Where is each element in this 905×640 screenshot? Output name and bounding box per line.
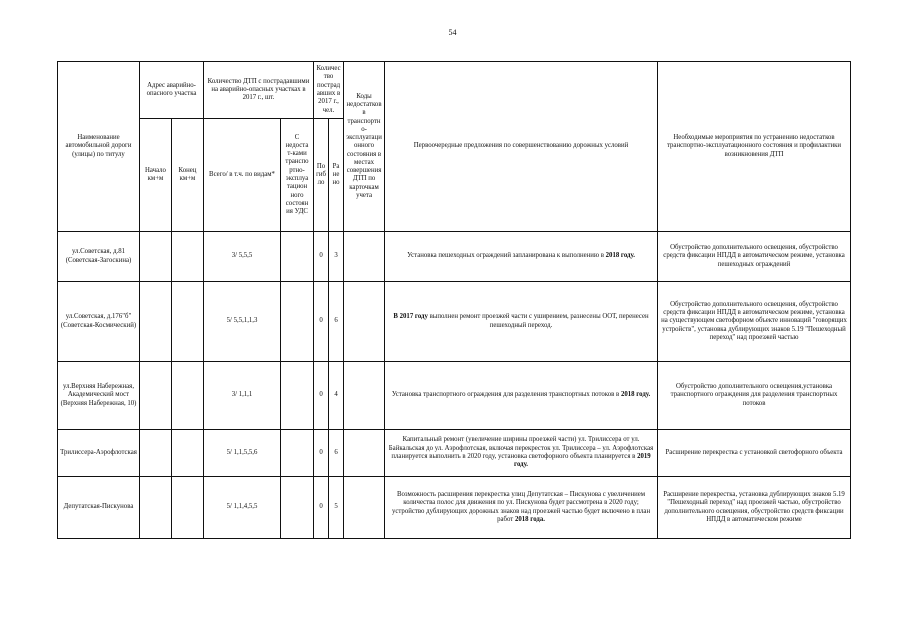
table-row [58,430,851,477]
measures: Расширение перекрестка с установкой светофорного объекта [658,430,851,477]
codes [344,282,385,362]
killed: 0 [314,362,329,430]
hdr-dtp: Количество ДТП с пострадавшими на аварийно-опасных участках в 2017 г., шт. [204,62,314,119]
page-number: 54 [448,28,457,37]
table-row [58,477,851,539]
table-row [58,232,851,282]
proposals [385,477,658,539]
dtp-total: 5/ 1,1,5,5,6 [204,430,281,477]
dtp-udc [281,430,314,477]
proposals-text: Установка транспортного ограждения для разделения транспортных потоков в [391,391,621,399]
dtp-total: 5/ 1,1,4,5,5 [204,477,281,539]
killed: 0 [314,430,329,477]
codes [344,232,385,282]
end-km [172,430,204,477]
road-name: ул.Советская, д.81 (Советская-Загоскина) [58,232,140,282]
hdr-address: Адрес аварийно-опасного участка [140,62,204,119]
measures: Обустройство дополнительного освещения, обустройство средств фиксации НПДД в автоматическом режиме, установка на существующем светофорном объекте инноваций "говорящих устройств", установка дублирующих знаков 5.19 "Пешеходный переход" над проезжей частью [658,282,851,362]
measures: Расширение перекрестка, установка дублирующих знаков 5.19 "Пешеходный переход" над проезжей частью, обустройство дополнительного освещения, обустройство средств фиксации НПДД в автоматическом режиме [658,477,851,539]
injured: 4 [329,362,344,430]
proposals-text: Возможность расширения перекрестка улиц Депутатская – Пискунова с увеличением количества полос для движения по ул. Пискунова будет рассмотрена в 2020 году; устройство дублирующих дорожных знаков над проезжей частью будет включено в план работ [391,490,651,523]
killed: 0 [314,232,329,282]
hdr-dtp-udc: С недоста т-ками транспо ртно-эксплуа тацион ного состоян ия УДС [281,119,314,232]
injured: 6 [329,282,344,362]
dtp-udc [281,477,314,539]
proposals-year: В 2017 году [393,313,428,321]
proposals [385,282,658,362]
proposals [385,362,658,430]
dtp-udc [281,282,314,362]
proposals-year: 2018 году. [605,252,635,260]
killed: 0 [314,477,329,539]
dtp-total: 5/ 5,5,1,1,3 [204,282,281,362]
hdr-injured: Ранено [329,119,344,232]
dtp-total: 3/ 1,1,1 [204,362,281,430]
hdr-dtp-total: Всего/ в т.ч. по видам* [204,119,281,232]
end-km [172,477,204,539]
proposals-year: 2019 году. [514,453,651,469]
injured: 6 [329,430,344,477]
codes [344,430,385,477]
measures: Обустройство дополнительного освещения, обустройство средств фиксации НПДД в автоматическом режиме, установка пешеходных ограждений [658,232,851,282]
proposals [385,232,658,282]
codes [344,477,385,539]
proposals-text: выполнен ремонт проезжей части с уширением, разнесены ООТ, перенесен пешеходный переход. [427,313,649,329]
start-km [140,282,172,362]
table-row [58,362,851,430]
start-km [140,430,172,477]
proposals-year: 2018 году. [620,391,651,399]
hdr-measures: Необходимые мероприятия по устранению недостатков транспортно-эксплуатационного состояния и профилактики возникновения ДТП [658,62,851,232]
end-km [172,282,204,362]
accident-sites-table [57,61,851,539]
start-km [140,477,172,539]
injured: 3 [329,232,344,282]
road-name: Депутатская-Пискунова [58,477,140,539]
hdr-codes: Коды недостатков в транспортно-эксплуатационного состояния в местах совершения ДТП по карточкам учета [344,62,385,232]
proposals-text: Установка пешеходных ограждений запланирована к выполнению в [407,252,606,260]
end-km [172,232,204,282]
proposals-text: Капитальный ремонт (увеличение ширины проезжей части) ул. Трилиссера от ул. Байкальская до ул. Аэрофлотская, включая перекресток ул. Трилиссера – ул. Аэрофлотская планируется выполнить в 2020 году, установка светофорного объекта планируется в [388,436,654,460]
start-km [140,362,172,430]
road-name: Трилиссера-Аэрофлотская [58,430,140,477]
hdr-killed: Погибло [314,119,329,232]
proposals-year: 2018 года. [514,515,545,523]
hdr-end: Конец км+м [172,119,204,232]
hdr-proposals: Первоочередные предложения по совершенствованию дорожных условий [385,62,658,232]
dtp-udc [281,362,314,430]
start-km [140,232,172,282]
end-km [172,362,204,430]
measures: Обустройство дополнительного освещения,установка транспортного ограждения для разделения транспортных потоков [658,362,851,430]
hdr-victims: Количество пострадавших в 2017 г., чел. [314,62,344,119]
killed: 0 [314,282,329,362]
codes [344,362,385,430]
road-name: ул.Советская, д.176"б" (Советская-Космический) [58,282,140,362]
hdr-name: Наименование автомобильной дороги (улицы) по титулу [58,62,140,232]
table-row [58,282,851,362]
proposals [385,430,658,477]
road-name: ул.Верхняя Набережная, Академический мост (Верхняя Набережная, 10) [58,362,140,430]
dtp-udc [281,232,314,282]
dtp-total: 3/ 5,5,5 [204,232,281,282]
injured: 5 [329,477,344,539]
hdr-start: Начало км+м [140,119,172,232]
